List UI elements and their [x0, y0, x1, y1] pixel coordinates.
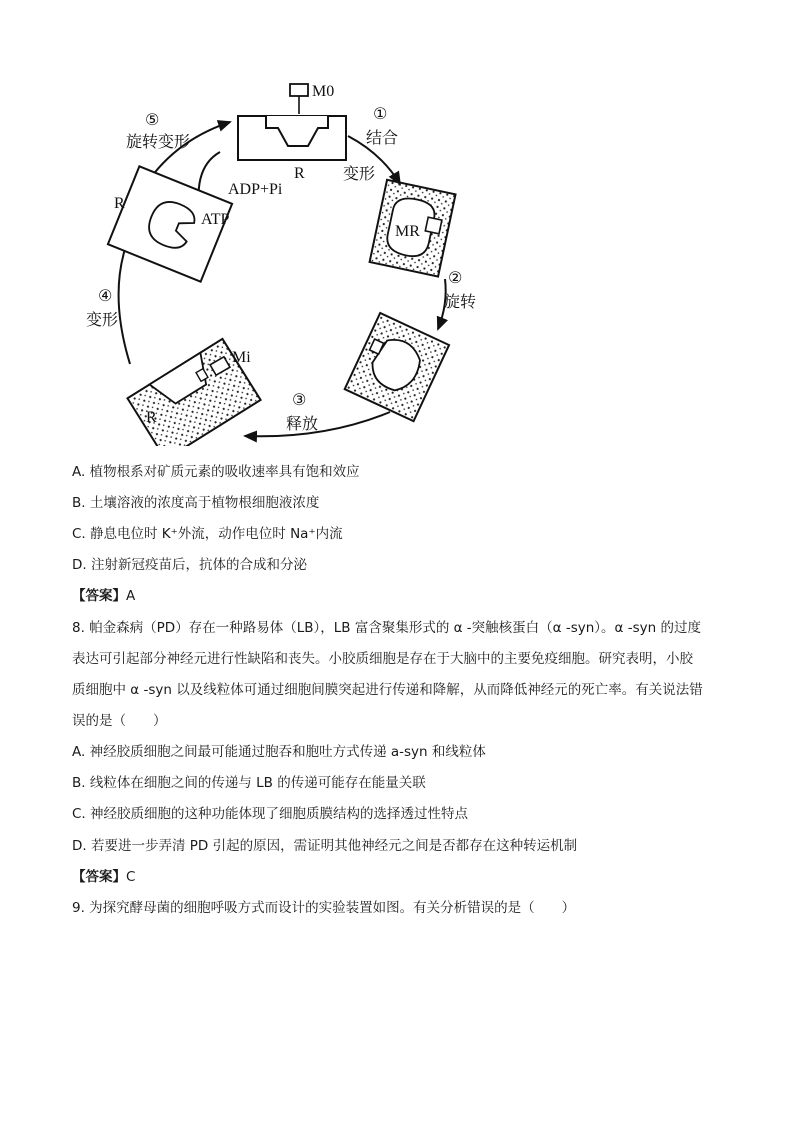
q8-option-a: A. 神经胶质细胞之间最可能通过胞吞和胞吐方式传递 a-syn 和线粒体 — [72, 744, 486, 760]
q9-line: 9. 为探究酵母菌的细胞呼吸方式而设计的实验装置如图。有关分析错误的是（ ） — [72, 900, 576, 916]
q8-line-1: 8. 帕金森病（PD）存在一种路易体（LB），LB 富含聚集形式的 α -突触核蛋白（α -syn）。α -syn 的过度 — [72, 620, 701, 636]
step3-label: 释放 — [286, 414, 319, 433]
carrier-cycle-diagram — [60, 74, 480, 446]
answer-tag: 【答案】 — [72, 869, 126, 885]
r-label-top: R — [294, 165, 305, 182]
step4-number: ④ — [98, 286, 113, 305]
r-label-bottom: R — [146, 409, 157, 426]
answer-tag: 【答案】 — [72, 588, 126, 604]
q8-answer — [72, 869, 135, 885]
mi-label: Mi — [232, 349, 251, 366]
carrier-rotated — [345, 313, 449, 421]
step2-label: 旋转 — [444, 292, 477, 311]
mr-label: MR — [395, 223, 420, 240]
atp-label: ATP — [201, 211, 230, 228]
adp-label: ADP+Pi — [228, 181, 283, 198]
arrow-step4 — [119, 249, 130, 364]
step3-number: ③ — [292, 390, 307, 409]
q8-option-d: D. 若要进一步弄清 PD 引起的原因，需证明其他神经元之间是否都存在这种转运机制 — [72, 838, 578, 854]
m0-label: M0 — [312, 83, 335, 100]
q8-line-3: 质细胞中 α -syn 以及线粒体可通过细胞间膜突起进行传递和降解，从而降低神经元的死亡率。有关说法错 — [72, 682, 703, 698]
q8-option-b: B. 线粒体在细胞之间的传递与 LB 的传递可能存在能量关联 — [72, 775, 426, 791]
answer-value: C — [126, 869, 136, 885]
step5-label: 旋转变形 — [126, 132, 191, 151]
q7-option-d: D. 注射新冠疫苗后，抗体的合成和分泌 — [72, 557, 307, 573]
q8-option-c: C. 神经胶质细胞的这种功能体现了细胞质膜结构的选择透过性特点 — [72, 806, 469, 822]
cycle-illustration — [60, 74, 480, 446]
step1-number: ① — [373, 104, 388, 123]
r-label-left: R — [114, 195, 125, 212]
q7-answer — [72, 588, 135, 604]
step2-number: ② — [448, 268, 463, 287]
q8-line-4: 误的是（ ） — [72, 713, 167, 729]
step1-label: 结合 — [366, 128, 399, 147]
q8-line-2: 表达可引起部分神经元进行性缺陷和丧失。小胶质细胞是存在于大脑中的主要免疫细胞。研究表明，小胶 — [72, 651, 693, 667]
q7-option-b: B. 土壤溶液的浓度高于植物根细胞液浓度 — [72, 495, 320, 511]
step4-label: 变形 — [86, 310, 119, 329]
deform-label-top: 变形 — [343, 164, 376, 183]
step5-number: ⑤ — [145, 110, 160, 129]
q7-option-c: C. 静息电位时 K⁺外流，动作电位时 Na⁺内流 — [72, 526, 343, 542]
answer-value: A — [126, 588, 136, 604]
q7-option-a: A. 植物根系对矿质元素的吸收速率具有饱和效应 — [72, 464, 360, 480]
